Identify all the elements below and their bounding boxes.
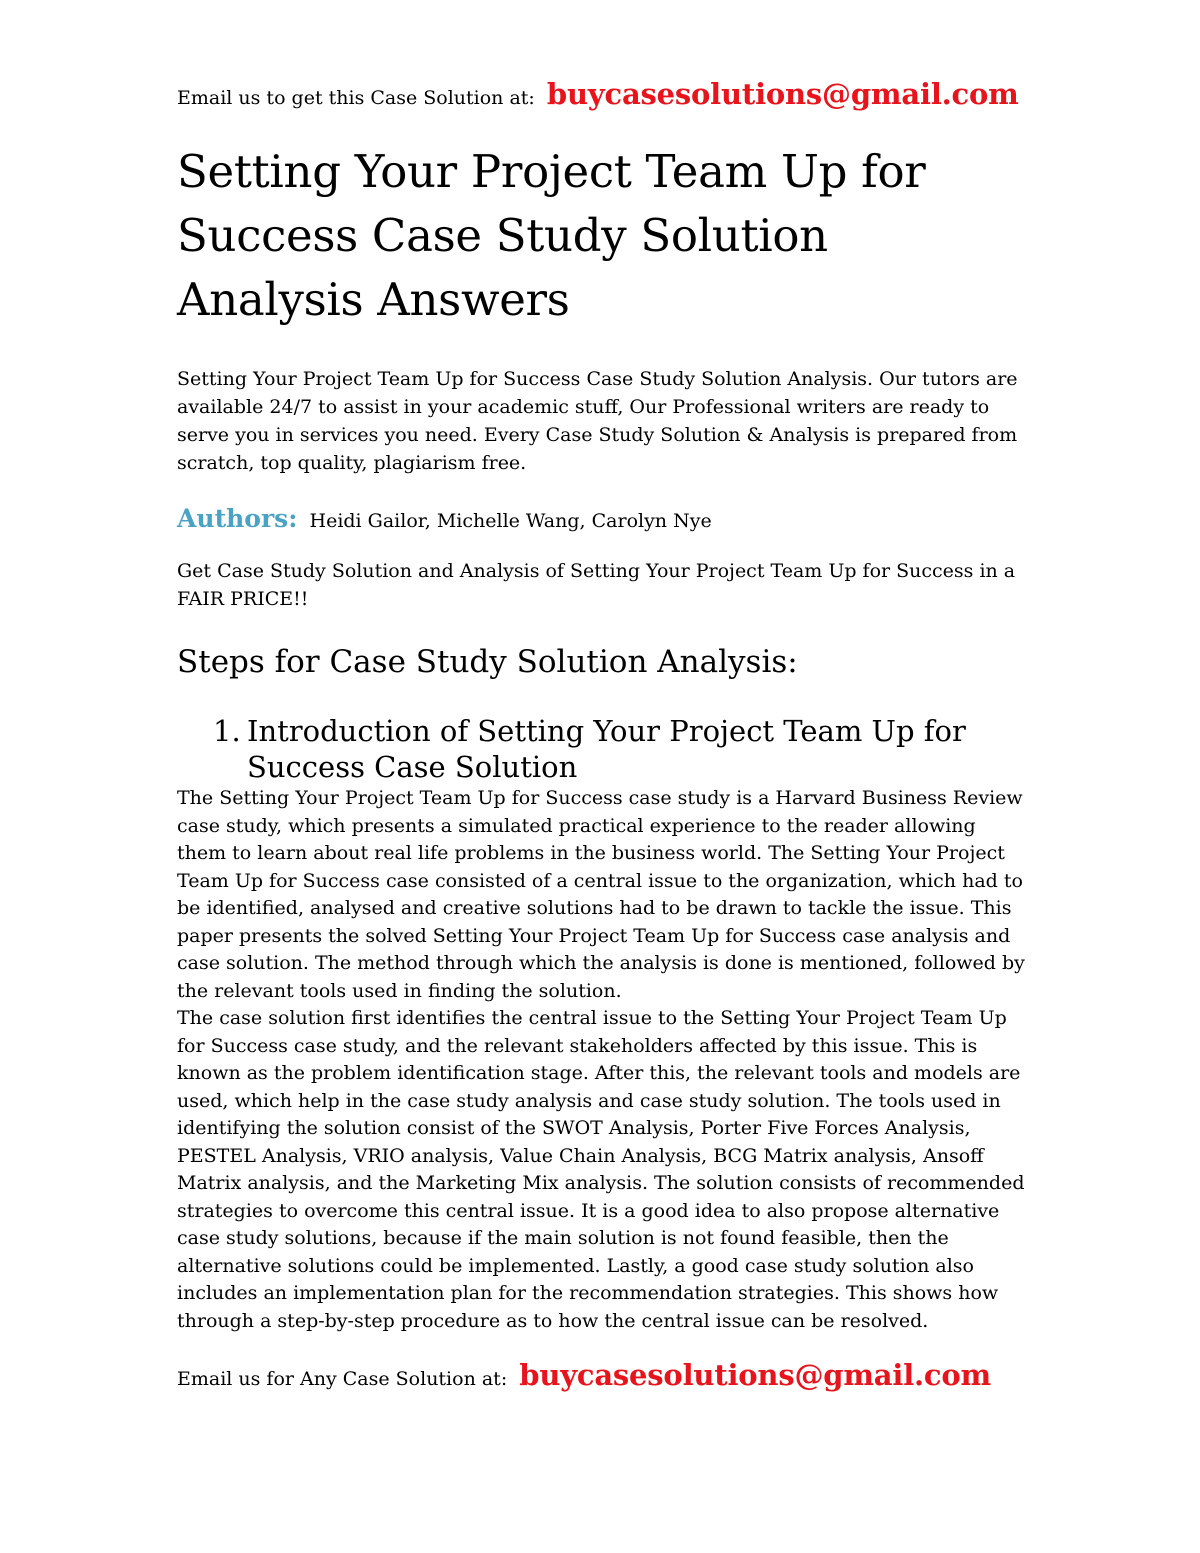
steps-heading: Steps for Case Study Solution Analysis: bbox=[177, 644, 798, 680]
authors-line bbox=[177, 501, 1027, 539]
footer-email-label: Email us for Any Case Solution at: bbox=[177, 1368, 508, 1390]
step-1-paragraph-1: The Setting Your Project Team Up for Success case study is a Harvard Business Review case study, which presents a simulated practical experience to the reader allowing them to learn about real life problems in the business world. The Setting Your Project Team Up for Success case consisted of a central issue to the organization, which had to be identified, analysed and creative solutions had to be drawn to tackle the issue. This paper presents the solved Setting Your Project Team Up for Success case analysis and case solution. The method through which the analysis is done is mentioned, followed by the relevant tools used in finding the solution. bbox=[177, 787, 1025, 1002]
step-1-heading bbox=[177, 713, 1027, 785]
footer-email-line bbox=[177, 1353, 1027, 1397]
intro-paragraph: Setting Your Project Team Up for Success Case Study Solution Analysis. Our tutors are available 24/7 to assist in your academic stuff, Our Professional writers are ready to serve you in services you need. Every Case Study Solution & Analysis is prepared from scratch, top quality, plagiarism free. bbox=[177, 368, 1018, 474]
step-1-paragraph-2: The case solution first identifies the central issue to the Setting Your Project Team Up for Success case study, and the relevant stakeholders affected by this issue. This is known as the problem identification stage. After this, the relevant tools and models are used, which help in the case study analysis and case study solution. The tools used in identifying the solution consist of the SWOT Analysis, Porter Five Forces Analysis, PESTEL Analysis, VRIO analysis, Value Chain Analysis, BCG Matrix analysis, Ansoff Matrix analysis, and the Marketing Mix analysis. The solution consists of recommended strategies to overcome this central issue. It is a good idea to also propose alternative case study solutions, because if the main solution is not found feasible, then the alternative solutions could be implemented. Lastly, a good case study solution also includes an implementation plan for the recommendation strategies. This shows how through a step-by-step procedure as to how the central issue can be resolved. bbox=[177, 1007, 1025, 1332]
cta-paragraph: Get Case Study Solution and Analysis of Setting Your Project Team Up for Success in a FAIR PRICE!! bbox=[177, 560, 1016, 610]
step-1-number: 1. bbox=[213, 714, 241, 748]
authors-label: Authors: bbox=[177, 504, 298, 533]
header-email-link[interactable]: buycasesolutions@gmail.com bbox=[546, 77, 1019, 111]
header-email-line bbox=[177, 72, 1027, 116]
document-page bbox=[177, 72, 1027, 1397]
step-1-heading-text: Introduction of Setting Your Project Team Up for Success Case Solution bbox=[247, 714, 966, 784]
authors-names: Heidi Gailor, Michelle Wang, Carolyn Nye bbox=[309, 510, 712, 532]
footer-email-link[interactable]: buycasesolutions@gmail.com bbox=[519, 1358, 992, 1392]
page-title: Setting Your Project Team Up for Success Case Study Solution Analysis Answers bbox=[177, 145, 926, 326]
header-email-label: Email us to get this Case Solution at: bbox=[177, 87, 535, 109]
